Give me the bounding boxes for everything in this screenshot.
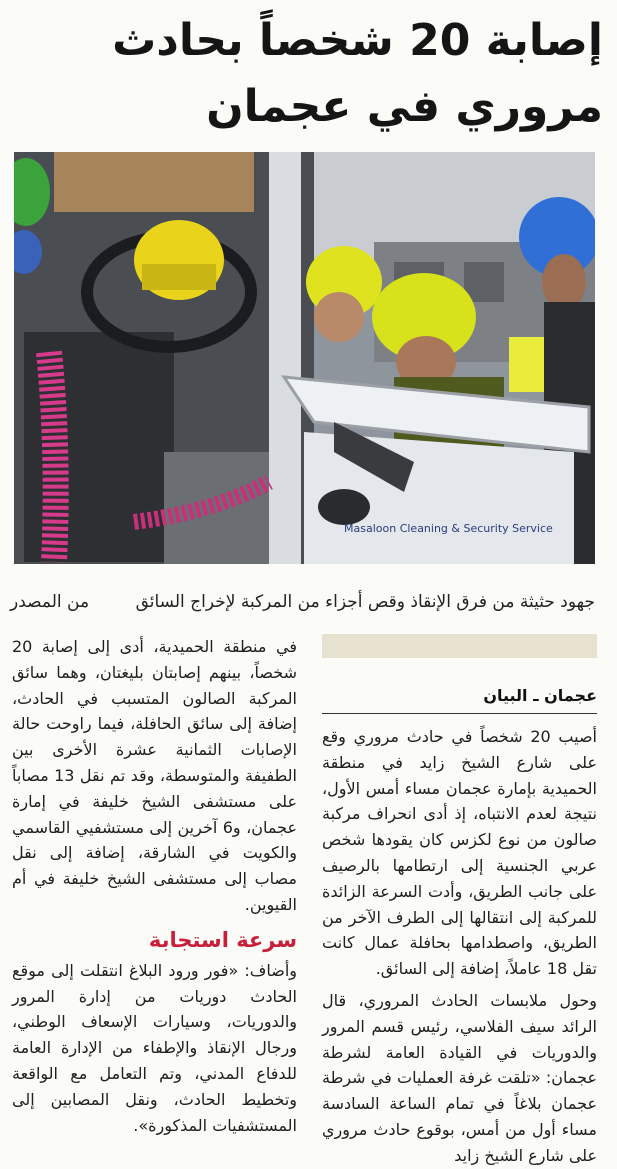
shade-bar <box>322 634 597 658</box>
article-column-left <box>12 634 297 1138</box>
article-paragraph: في منطقة الحميدية، أدى إلى إصابة 20 شخصاً، بينهم إصابتان بليغتان، وهما سائق المركبة الصالون المتسبب في الحادث، إضافة إلى سائق الحافلة، فيما راوحت حالة الإصابات الثمانية عشرة الأخرى بين الطفيفة والمتوسطة، وقد تم نقل 13 مصاباً على مستشفى الشيخ خليفة في إمارة عجمان، و6 آخرين إلى مستشفيي القاسمي والكويت في الشارقة، إضافة إلى نقل مصاب إلى مستشفى الشيخ خليفة في أم القيوين. <box>12 637 298 914</box>
photo-caption <box>10 592 595 618</box>
section-subhead: سرعة استجابة <box>148 927 297 952</box>
article-headline <box>112 8 603 140</box>
article-byline: عجمان ـ البيان <box>322 686 597 714</box>
article-paragraph: وحول ملابسات الحادث المروري، قال الرائد سيف الفلاسي، رئيس قسم المرور والدوريات في القيادة العامة لشرطة عجمان: «تلقت غرفة العمليات في شرطة عجمان بلاغاً في تمام الساعة السادسة مساء أول من أمس، بوقوع حادث مروري على شارع الشيخ زايد <box>322 990 597 1165</box>
headline-line-2: مروري في عجمان <box>206 81 603 132</box>
headline-line-1: إصابة 20 شخصاً بحادث <box>112 15 603 66</box>
vehicle-sign-text: Masaloon Cleaning & Security Service <box>344 522 553 535</box>
caption-credit: من المصدر <box>10 592 90 612</box>
caption-text: جهود حثيثة من فرق الإنقاذ وقص أجزاء من المركبة لإخراج السائق <box>135 592 595 612</box>
article-paragraph: أصيب 20 شخصاً في حادث مروري وقع على شارع الشيخ زايد في منطقة الحميدية بإمارة عجمان مساء أمس الأول، نتيجة لعدم الانتباه، إذ أدى انحراف مركبة صالون من نوع لكزس كان يقودها شخص عربي الجنسية إلى ارتطامها بالرصيف على جانب الطريق، وأدت السرعة الزائدة للمركبة إلى انتقالها إلى الطرف الآخر من الطريق، واصطدامها بحافلة عمال كانت تقل 18 عاملاً، إضافة إلى السائق. <box>322 727 598 979</box>
article-column-right <box>322 634 597 1169</box>
article-paragraph: وأضاف: «فور ورود البلاغ انتقلت إلى موقع الحادث دوريات من إدارة المرور والدوريات، وسيارات الإسعاف الوطني، ورجال الإنقاذ والإطفاء من الإدارة العامة للدفاع المدني، وتم التعامل مع الواقعة وتخطيط الحادث، ونقل المصابين إلى المستشفيات المذكورة». <box>12 960 297 1135</box>
accident-rescue-photo <box>14 152 595 564</box>
